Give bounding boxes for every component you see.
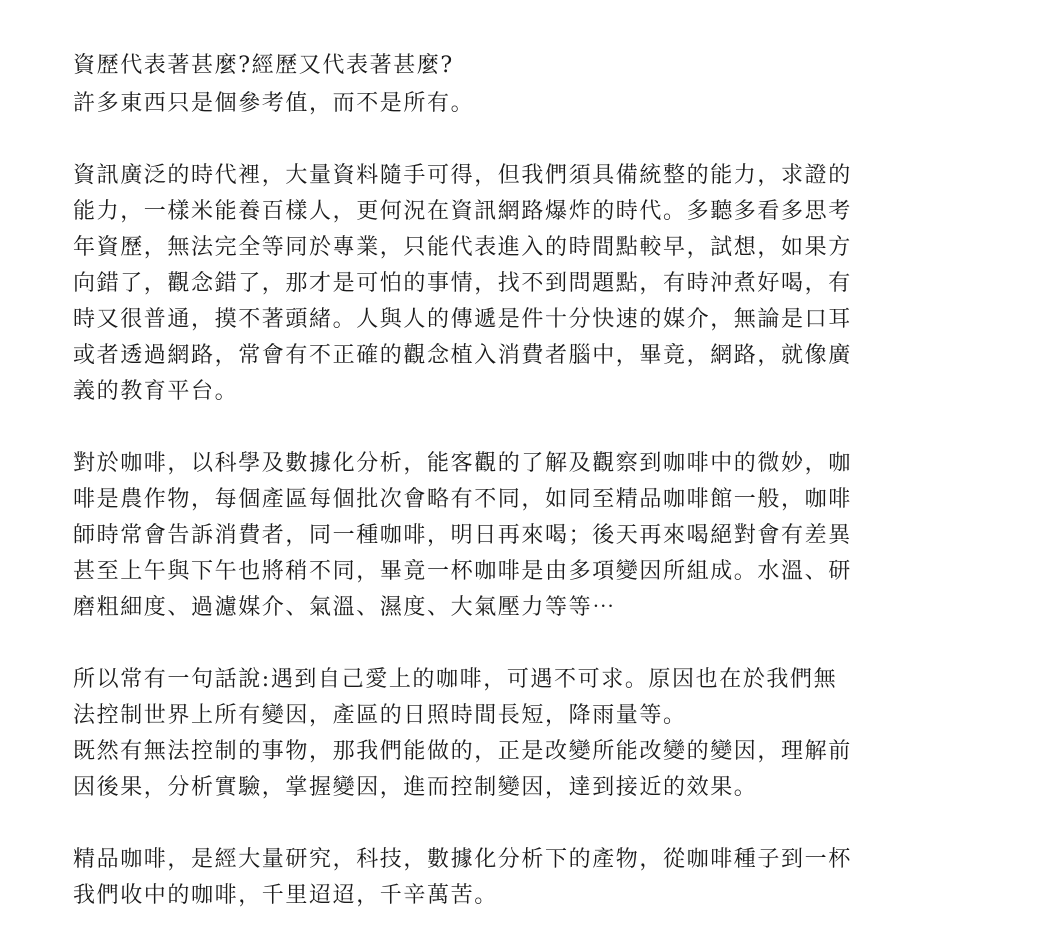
paragraph-line: 資訊廣泛的時代裡，大量資料隨手可得，但我們須具備統整的能力，求證的 bbox=[73, 163, 852, 188]
paragraph-line: 既然有無法控制的事物，那我們能做的，正是改變所能改變的變因，理解前 bbox=[73, 739, 852, 764]
heading: 資歷代表著甚麼?經歷又代表著甚麼? bbox=[73, 53, 454, 78]
paragraph-line: 向錯了，觀念錯了，那才是可怕的事情，找不到問題點，有時沖煮好喝，有 bbox=[73, 271, 852, 296]
paragraph-line: 啡是農作物，每個產區每個批次會略有不同，如同至精品咖啡館一般，咖啡 bbox=[73, 487, 852, 512]
article bbox=[73, 48, 973, 914]
paragraph-line: 對於咖啡，以科學及數據化分析，能客觀的了解及觀察到咖啡中的微妙，咖 bbox=[73, 451, 852, 476]
paragraph-3 bbox=[73, 662, 973, 806]
paragraph-line: 甚至上午與下午也將稍不同，畢竟一杯咖啡是由多項變因所組成。水溫、研 bbox=[73, 559, 852, 584]
paragraph-line: 時又很普通，摸不著頭緒。人與人的傳遞是件十分快速的媒介，無論是口耳 bbox=[73, 307, 852, 332]
paragraph-line: 磨粗細度、過濾媒介、氣溫、濕度、大氣壓力等等⋯ bbox=[73, 595, 616, 620]
paragraph-2 bbox=[73, 446, 973, 626]
paragraph-line: 法控制世界上所有變因，產區的日照時間長短，降雨量等。 bbox=[73, 703, 687, 728]
paragraph-line: 精品咖啡，是經大量研究，科技，數據化分析下的產物，從咖啡種子到一杯 bbox=[73, 847, 852, 872]
intro-line: 許多東西只是個參考值，而不是所有。 bbox=[73, 91, 475, 116]
paragraph-line: 所以常有一句話說:遇到自己愛上的咖啡，可遇不可求。原因也在於我們無 bbox=[73, 667, 838, 692]
paragraph-line: 我們收中的咖啡，千里迢迢，千辛萬苦。 bbox=[73, 883, 498, 908]
paragraph-line: 或者透過網路，常會有不正確的觀念植入消費者腦中，畢竟，網路，就像廣 bbox=[73, 343, 852, 368]
paragraph-1 bbox=[73, 158, 973, 410]
paragraph-4 bbox=[73, 842, 973, 914]
paragraph-line: 師時常會告訴消費者，同一種咖啡，明日再來喝；後天再來喝絕對會有差異 bbox=[73, 523, 852, 548]
paragraph-line: 義的教育平台。 bbox=[73, 379, 239, 404]
paragraph-line: 能力，一樣米能養百樣人，更何況在資訊網路爆炸的時代。多聽多看多思考 bbox=[73, 199, 852, 224]
paragraph-line: 因後果，分析實驗，掌握變因，進而控制變因，達到接近的效果。 bbox=[73, 775, 758, 800]
paragraph-line: 年資歷，無法完全等同於專業，只能代表進入的時間點較早，試想，如果方 bbox=[73, 235, 852, 260]
